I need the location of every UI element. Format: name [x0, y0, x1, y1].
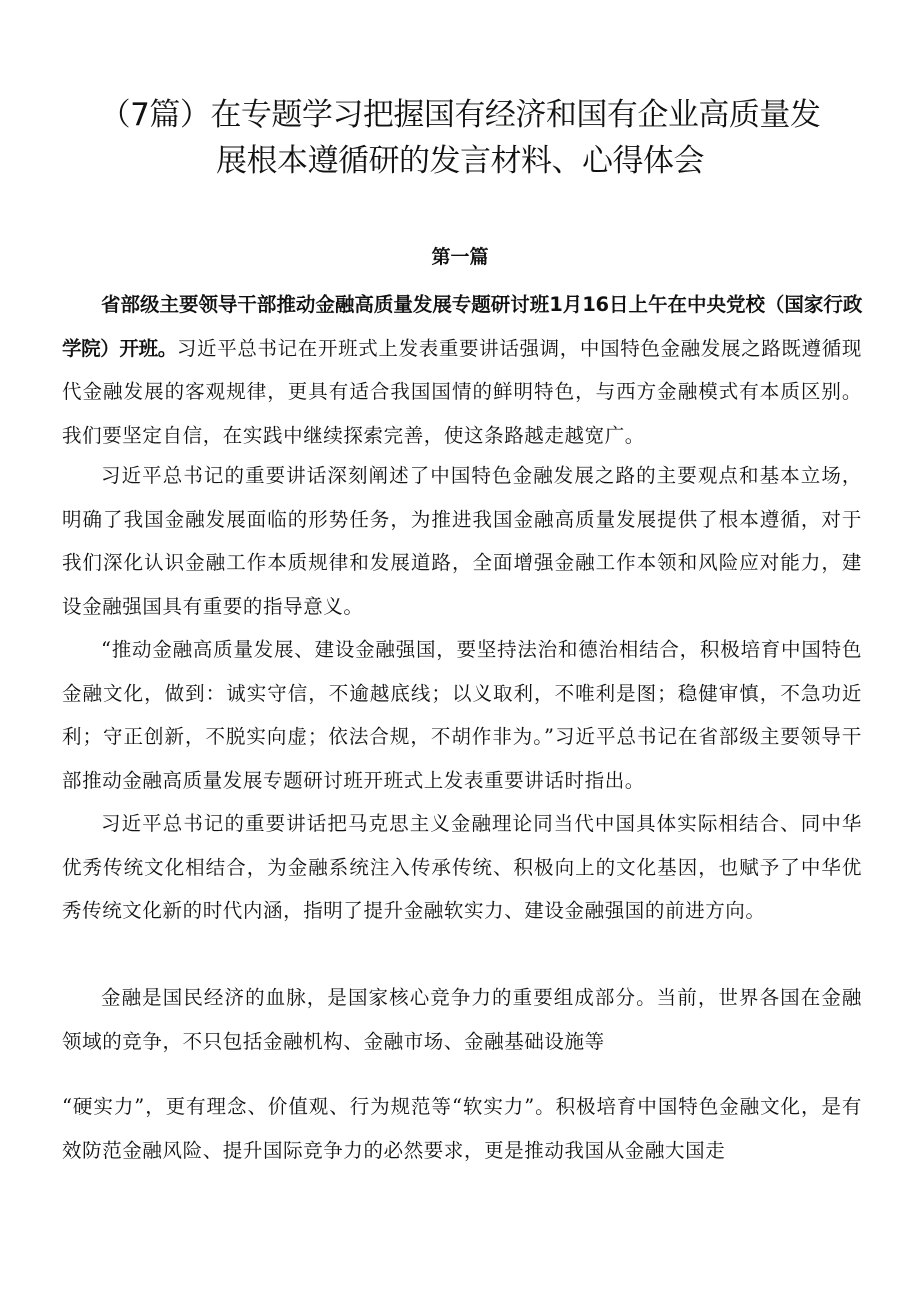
paragraph-6: “硬实力”，更有理念、价值观、行为规范等“软实力”。积极培育中国特色金融文化，是有效防范金融风险、提升国际竞争力的必然要求，更是推动我国从金融大国走: [62, 1095, 862, 1162]
section-heading: 第一篇: [431, 246, 489, 268]
paragraph-4: 习近平总书记的重要讲话把马克思主义金融理论同当代中国具体实际相结合、同中华优秀传统文化相结合，为金融系统注入传承传统、积极向上的文化基因，也赋予了中华优秀传统文化新的时代内涵，指明了提升金融软实力、建设金融强国的前进方向。: [62, 812, 862, 922]
paragraph-1-lead: 省部级主要领导干部推动金融高质量发展专题研讨班1月16日上午在中央党校（国家行政学院）开班。: [62, 293, 862, 360]
paragraph-5: 金融是国民经济的血脉，是国家核心竞争力的重要组成部分。当前，世界各国在金融领域的竞争，不只包括金融机构、金融市场、金融基础设施等: [62, 986, 862, 1053]
paragraph-3: “推动金融高质量发展、建设金融强国，要坚持法治和德治相结合，积极培育中国特色金融文化，做到：诚实守信，不逾越底线；以义取利，不唯利是图；稳健审慎，不急功近利；守正创新，不脱实向虚；依法合规，不胡作非为。”习近平总书记在省部级主要领导干部推动金融高质量发展专题研讨班开班式上发表重要讲话时指出。: [62, 638, 862, 792]
document-title: [70, 92, 850, 184]
paragraph-1-text: 习近平总书记在开班式上发表重要讲话强调，中国特色金融发展之路既遵循现代金融发展的客观规律，更具有适合我国国情的鲜明特色，与西方金融模式有本质区别。我们要坚定自信，在实践中继续探索完善，使这条路越走越宽广。: [62, 336, 862, 447]
paragraph-1: [62, 283, 862, 457]
document-title-line-1: （7篇）在专题学习把握国有经济和国有企业高质量发: [99, 97, 821, 133]
paragraph-2: 习近平总书记的重要讲话深刻阐述了中国特色金融发展之路的主要观点和基本立场，明确了我国金融发展面临的形势任务，为推进我国金融高质量发展提供了根本遵循，对于我们深化认识金融工作本质规律和发展道路，全面增强金融工作本领和风险应对能力，建设金融强国具有重要的指导意义。: [62, 464, 862, 618]
document-title-line-2: 展根本遵循研的发言材料、心得体会: [216, 143, 704, 179]
